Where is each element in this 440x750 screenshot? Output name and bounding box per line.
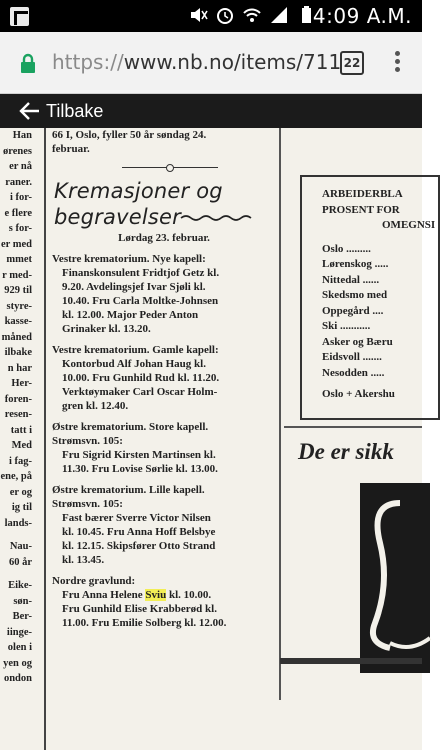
back-button[interactable]: [20, 98, 103, 124]
text-fragment: søn-: [13, 595, 32, 607]
section-subheading: Strømsvn. 105:: [52, 435, 123, 447]
text-fragment: iinge-: [6, 626, 32, 638]
box-row: Nesodden .....: [322, 366, 385, 379]
browser-toolbar: [0, 32, 422, 94]
section-entry: Fru Gunhild Elise Krabberød kl.: [62, 603, 217, 615]
text-fragment: lands-: [4, 517, 32, 529]
text-fragment: foren-: [4, 393, 32, 405]
text-fragment: 929 til: [4, 285, 32, 296]
section-entry: kl. 12.15. Skipsfører Otto Strand: [62, 540, 216, 552]
section-entry: Finanskonsulent Fridtjof Getz kl.: [62, 267, 220, 279]
arrow-left-icon: [20, 102, 40, 120]
section-rule: [284, 426, 422, 428]
text-fragment: yen og: [3, 657, 32, 669]
text-fragment: Eike-: [8, 580, 32, 591]
text-fragment: tatt i: [10, 424, 32, 436]
text-fragment: er med: [0, 238, 32, 250]
section-entry: Verktøymaker Carl Oscar Holm-: [62, 386, 218, 398]
section-entry: [52, 588, 276, 602]
signal-icon: [269, 5, 289, 25]
box-row: Oppegård ....: [322, 304, 384, 317]
left-column-fragments: [0, 128, 34, 750]
app-header: [0, 94, 422, 128]
text-fragment: mmet: [6, 254, 32, 265]
box-footer: Oslo + Akershu: [322, 388, 395, 400]
box-row: Oslo .........: [322, 242, 371, 255]
tab-switcher-button[interactable]: 22: [340, 51, 364, 75]
article-title: [54, 178, 276, 230]
entry-text: kl. 10.00.: [166, 589, 212, 601]
text-fragment: s for-: [8, 223, 32, 234]
section-entry: 11.00. Fru Emilie Solberg kl. 12.00.: [62, 617, 227, 629]
text-fragment: i fag-: [8, 455, 32, 467]
app-notification-icon: [10, 7, 29, 26]
text-fragment: ig til: [11, 502, 32, 513]
intro-text: [52, 128, 276, 156]
section-entry: Grinaker kl. 13.20.: [62, 323, 151, 335]
section-entry: Fru Sigrid Kirsten Martinsen kl.: [62, 449, 216, 461]
url-host-path: www.nb.no/items/711: [123, 50, 342, 74]
text-fragment: r med-: [2, 269, 32, 281]
clock-time: 4:09 A.M.: [312, 4, 412, 28]
text-fragment: Med: [11, 440, 32, 451]
section-heading: Vestre krematorium. Gamle kapell:: [52, 344, 219, 356]
section-entry: 10.40. Fru Carla Moltke-Johnsen: [62, 295, 219, 307]
box-row: Skedsmo med: [322, 289, 388, 301]
title-line: Kremasjoner og: [54, 179, 223, 203]
text-fragment: er nå: [9, 161, 32, 172]
article-column: [52, 128, 276, 630]
text-fragment: Nau-: [9, 541, 32, 552]
section-entry: gren kl. 12.40.: [62, 400, 129, 412]
text-fragment: ørenes: [3, 145, 32, 157]
box-row: Eidsvoll .......: [322, 351, 382, 363]
mute-icon: [188, 5, 208, 25]
column-rule: [44, 128, 46, 750]
text-fragment: kasse-: [4, 316, 32, 327]
address-bar[interactable]: [52, 50, 342, 76]
section-heading: Østre krematorium. Lille kapell.: [52, 484, 205, 496]
box-row: Nittedal ......: [322, 273, 380, 286]
entry-text: Fru Anna Helene: [62, 589, 146, 601]
text-fragment: resen-: [4, 409, 32, 420]
text-fragment: ilbake: [4, 347, 32, 358]
section-entry: kl. 10.45. Fru Anna Hoff Belsbye: [62, 526, 216, 538]
section-entry: 10.00. Fru Gunhild Rud kl. 11.20.: [62, 372, 220, 384]
lock-icon: [20, 54, 36, 74]
box-title: OMEGNSI: [382, 219, 436, 231]
text-fragment: [0, 570, 32, 578]
newspaper-scan: [0, 128, 436, 750]
ornamental-letter-icon: [360, 483, 430, 673]
text-fragment: i for-: [9, 192, 32, 203]
slogan-text: De er sikk: [298, 439, 394, 464]
box-row: Lørenskog .....: [322, 258, 389, 270]
text-fragment: er og: [9, 486, 32, 498]
section-heading: Østre krematorium. Store kapell.: [52, 421, 209, 433]
section-heading: Nordre gravlund:: [52, 575, 136, 587]
url-scheme: https://: [52, 50, 124, 74]
back-label: Tilbake: [46, 100, 104, 121]
text-fragment: olen i: [7, 642, 32, 653]
text-fragment: måned: [1, 331, 32, 343]
text-fragment: Han: [12, 130, 32, 141]
text-fragment: Ber-: [12, 611, 32, 622]
section-entry: kl. 12.00. Major Peder Anton: [62, 309, 199, 321]
column-rule: [279, 128, 281, 700]
section-entry: kl. 13.45.: [62, 554, 105, 566]
overflow-menu-icon[interactable]: [390, 51, 404, 77]
alarm-icon: [215, 5, 235, 25]
section-entry: Kontorbud Alf Johan Haug kl.: [62, 358, 206, 370]
article-date: Lørdag 23. februar.: [118, 232, 210, 244]
sections: [52, 252, 276, 567]
wifi-icon: [242, 5, 262, 25]
flourish-icon: [181, 214, 251, 222]
box-rows: [322, 242, 438, 382]
status-icons: [188, 5, 316, 25]
section-heading: Vestre krematorium. Nye kapell:: [52, 253, 206, 265]
box-row: Asker og Bæru: [322, 335, 393, 348]
text-fragment: [0, 531, 32, 539]
title-line: begravelser: [54, 205, 181, 229]
intro-line: 66 I, Oslo, fyller 50 år søndag 24.: [52, 129, 207, 141]
text-fragment: 60 år: [8, 556, 32, 568]
box-title: ARBEIDERBLA: [322, 188, 403, 200]
box-title: PROSENT FOR: [322, 203, 400, 216]
section-subheading: Strømsvn. 105:: [52, 498, 123, 510]
intro-line: februar.: [52, 143, 90, 155]
divider-ornament: [122, 163, 218, 173]
section-entry: Fast bærer Sverre Victor Nilsen: [62, 512, 211, 524]
highlighted-term: Sviu: [145, 589, 167, 601]
section-entry: 9.20. Avdelingsjef Ivar Sjøli kl.: [62, 281, 206, 293]
advert-image: [360, 483, 430, 673]
text-fragment: n har: [7, 362, 32, 374]
box-row: Ski ...........: [322, 320, 371, 332]
text-fragment: e flere: [4, 207, 32, 219]
text-fragment: raner.: [5, 176, 32, 188]
text-fragment: Her-: [11, 378, 32, 389]
advert-box: [300, 175, 440, 420]
text-fragment: styre-: [6, 300, 32, 312]
status-bar: [0, 0, 422, 32]
text-fragment: ene, på: [0, 471, 32, 482]
section-entry: 11.30. Fru Lovise Sørlie kl. 13.00.: [62, 463, 218, 475]
text-fragment: ondon: [3, 673, 32, 684]
section-rule: [280, 658, 422, 664]
